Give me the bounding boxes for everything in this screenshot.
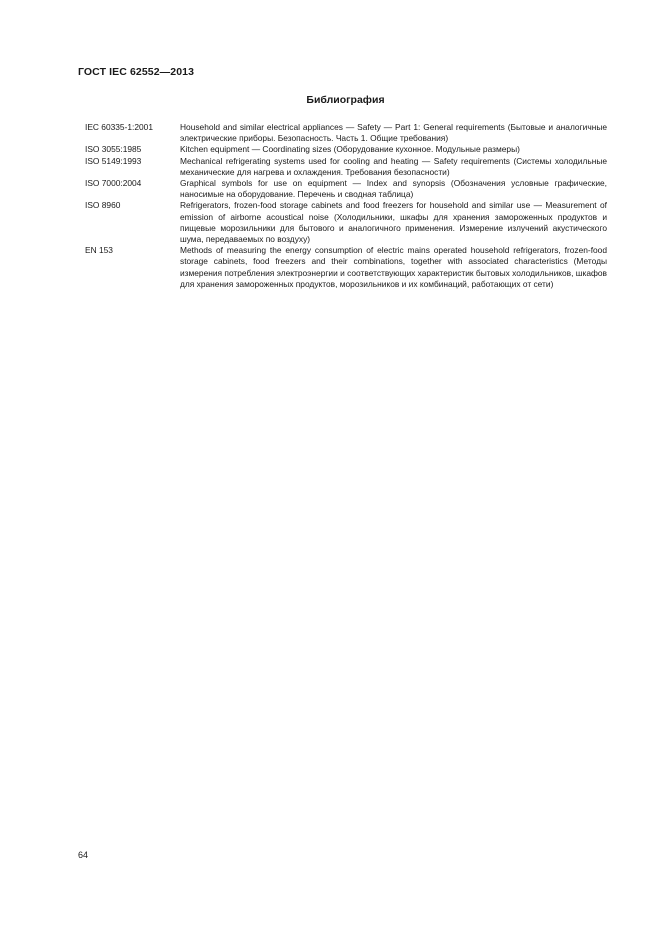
bibliography-code: EN 153 <box>85 245 113 256</box>
bibliography-entry <box>85 245 607 290</box>
bibliography-code: ISO 8960 <box>85 200 121 211</box>
bibliography-entry <box>85 200 607 245</box>
bibliography-code: ISO 7000:2004 <box>85 178 142 189</box>
document-header-title: ГОСТ IEC 62552—2013 <box>78 66 195 78</box>
bibliography-text: Mechanical refrigerating systems used for cooling and heating — Safety requirements (Системы холодильные механические для нагрева и охлаждения. Требования безопасности) <box>180 155 607 177</box>
bibliography-code: ISO 3055:1985 <box>85 144 142 155</box>
bibliography-text: Methods of measuring the energy consumption of electric mains operated household refrigerators, frozen-food storage cabinets, food freezers and their combinations, together with associated characteristics (Методы измерения потребления электроэнергии и соответствующих характеристик бытовых холодильников, шкафов для хранения замороженных продуктов, морозильников и их комбинаций, работающих от сети) <box>180 245 608 289</box>
bibliography-text: Graphical symbols for use on equipment — Index and synopsis (Обозначения условные графические, наносимые на оборудование. Перечень и сводная таблица) <box>180 178 607 200</box>
bibliography-text: Household and similar electrical appliances — Safety — Part 1: General requirements (Бытовые и аналогичные электрические приборы. Безопасность. Часть 1. Общие требования) <box>180 122 607 144</box>
page-number: 64 <box>78 850 89 860</box>
bibliography-text: Kitchen equipment — Coordinating sizes (Оборудование кухонное. Модульные размеры) <box>180 144 520 155</box>
bibliography-entry <box>85 144 607 155</box>
bibliography-entry <box>85 122 607 144</box>
bibliography-entry <box>85 156 607 178</box>
bibliography-code: ISO 5149:1993 <box>85 155 142 166</box>
bibliography-code: IEC 60335-1:2001 <box>85 122 153 132</box>
bibliography-text: Refrigerators, frozen-food storage cabinets and food freezers for household and similar use — Measurement of emission of airborne acoustical noise (Холодильники, шкафы для хранения замороженных продуктов и пищевые морозильники для бытового и аналогичного применения. Измерение излучений акустического шума, передаваемых по воздуху) <box>180 200 607 245</box>
section-title: Библиография <box>306 94 385 106</box>
bibliography-list <box>85 122 607 290</box>
bibliography-entry <box>85 178 607 200</box>
